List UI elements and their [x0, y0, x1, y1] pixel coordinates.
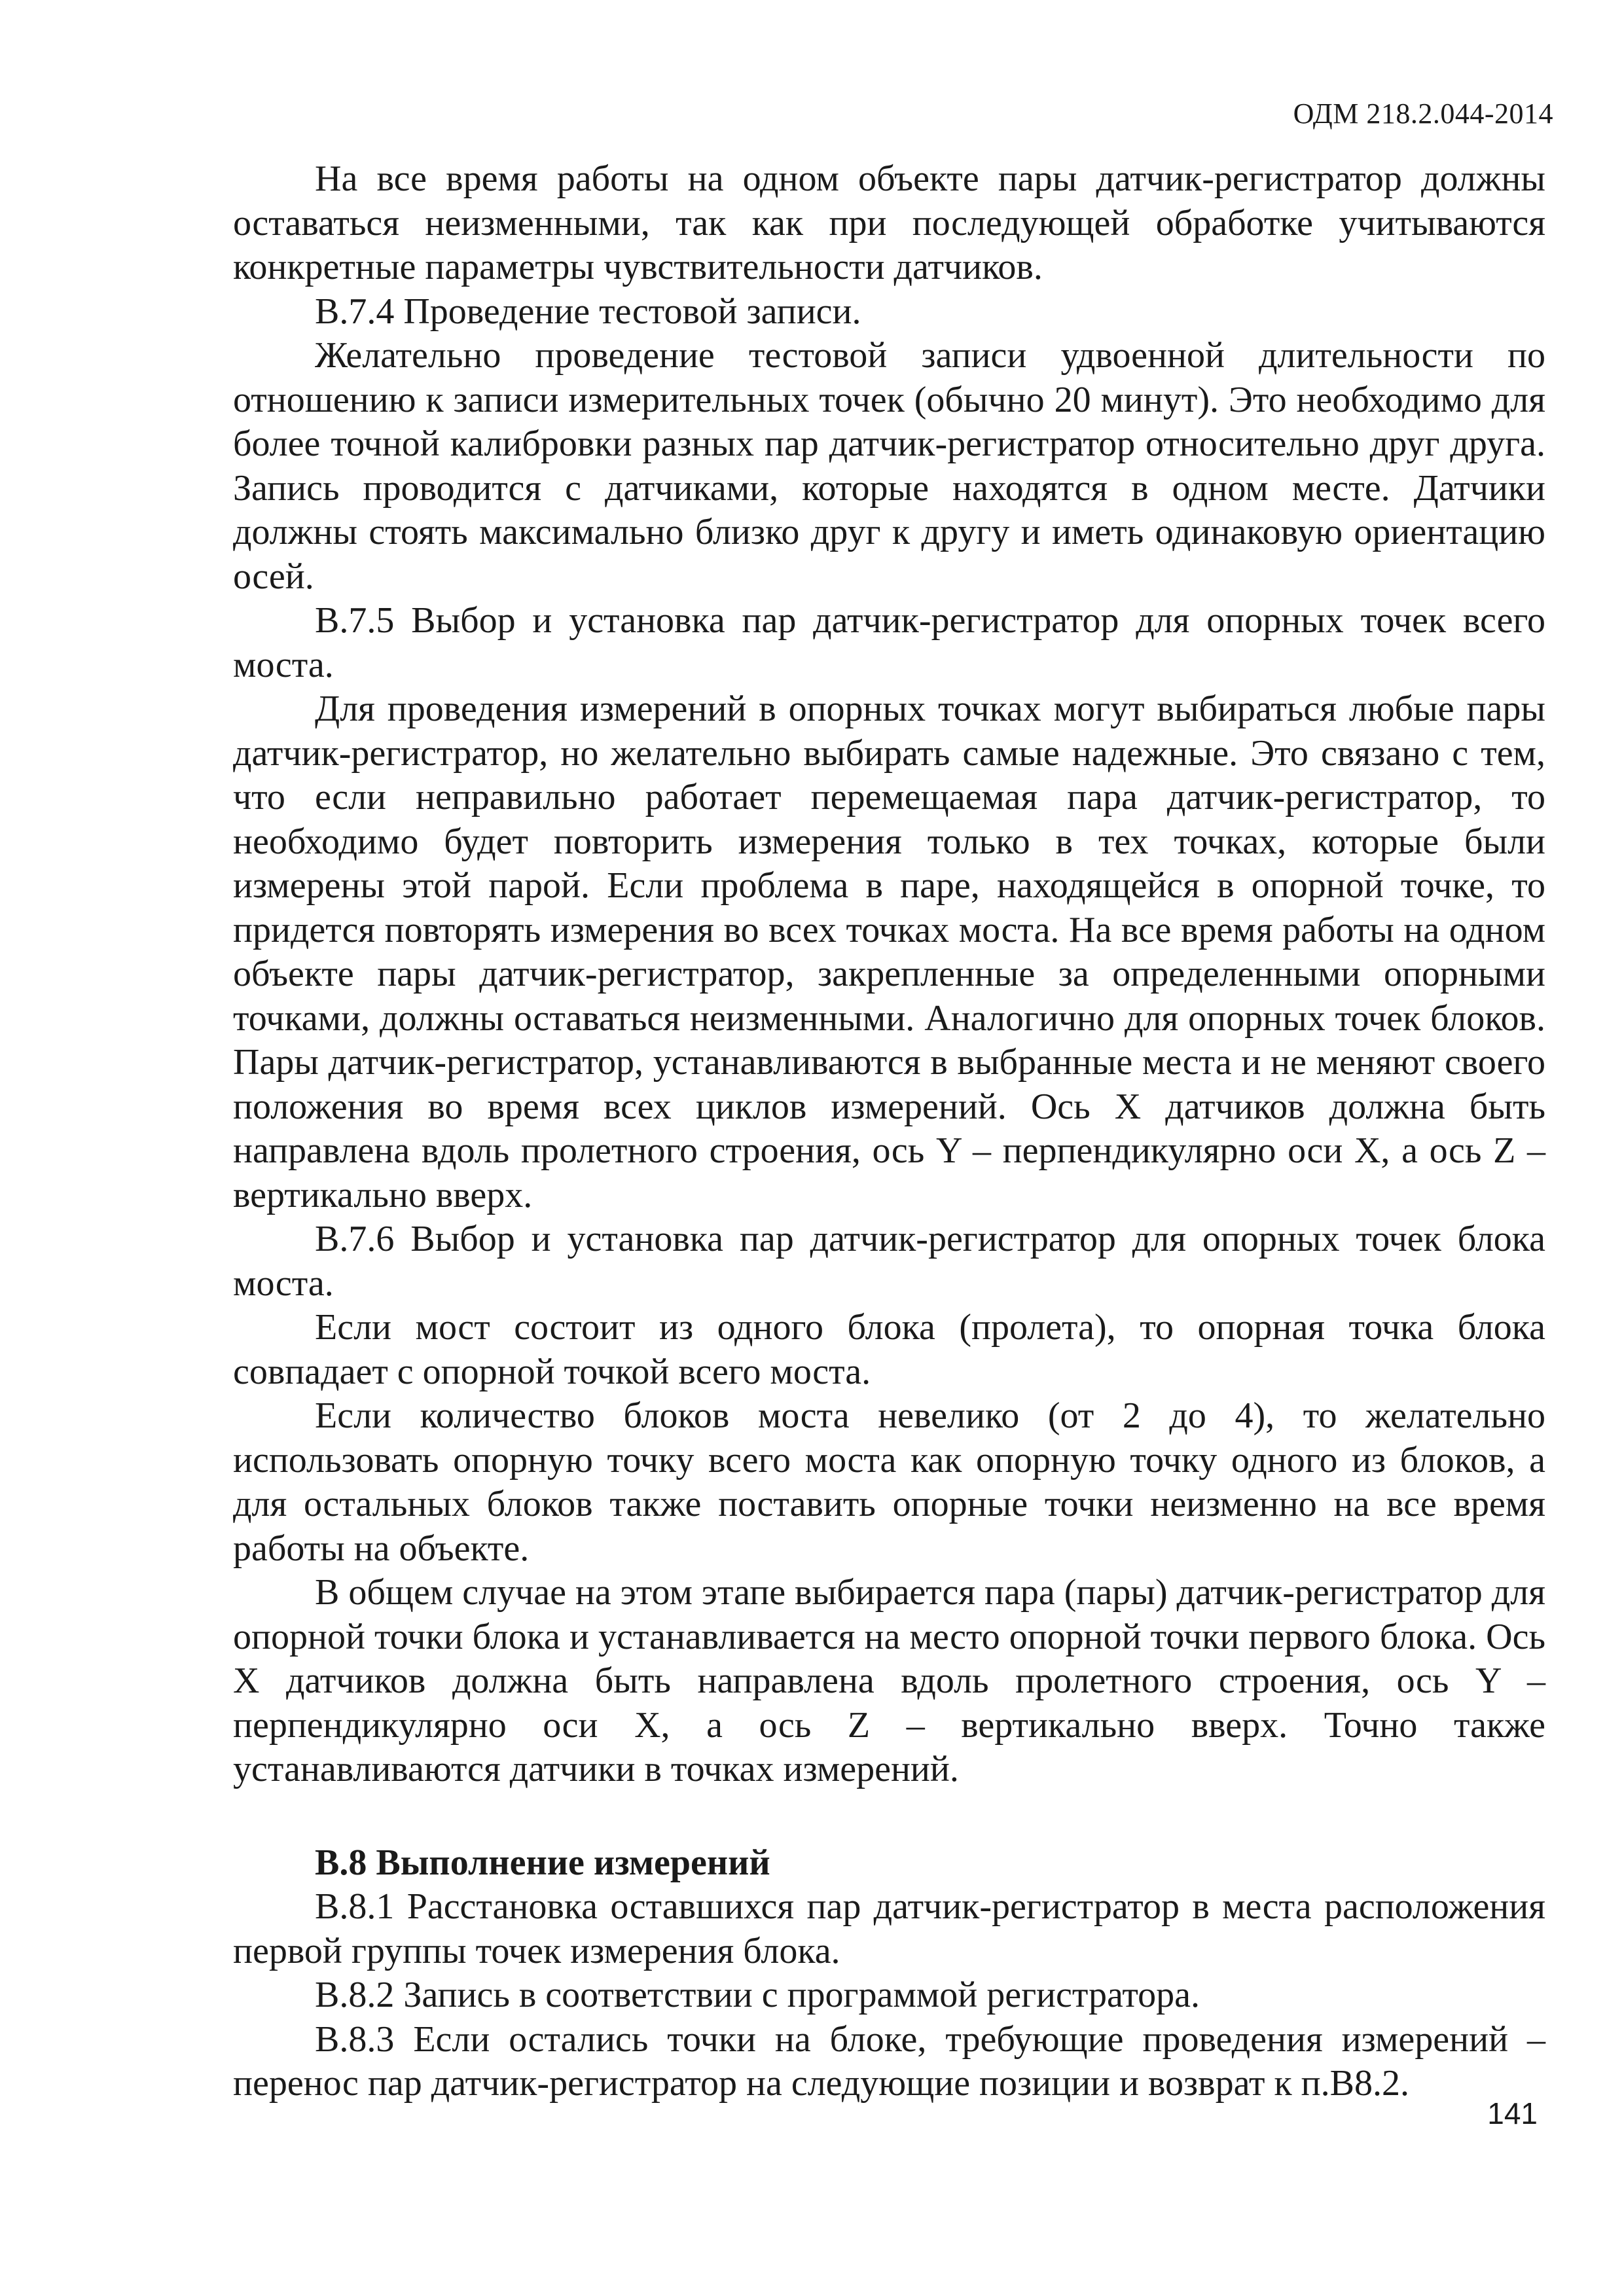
- paragraph: В.8.2 Запись в соответствии с программой регистратора.: [315, 1975, 1200, 2015]
- paragraph: На все время работы на одном объекте пары датчик-регистратор должны оставаться неизменными, так как при последующей обработке учитываются конкретные параметры чувствительности датчиков.: [233, 158, 1545, 287]
- clause-heading: В.7.5 Выбор и установка пар датчик-регистратор для опорных точек всего моста.: [233, 600, 1545, 685]
- paragraph: В общем случае на этом этапе выбирается пара (пары) датчик-регистратор для опорной точки блока и устанавливается на место опорной точки первого блока. Ось X датчиков должна быть направлена вдоль пролетного строения, ось Y – перпендикулярно оси X, а ось Z – вертикально вверх. Точно также устанавливаются датчики в точках измерений.: [233, 1572, 1545, 1789]
- clause-heading: В.7.6 Выбор и установка пар датчик-регистратор для опорных точек блока моста.: [233, 1219, 1545, 1304]
- paragraph: В.8.3 Если остались точки на блоке, требующие проведения измерений – перенос пар датчик-регистратор на следующие позиции и возврат к п.В8.2.: [233, 2018, 1545, 2104]
- clause-heading: В.7.4 Проведение тестовой записи.: [315, 291, 861, 332]
- paragraph: В.8.1 Расстановка оставшихся пар датчик-регистратор в места расположения первой группы точек измерения блока.: [233, 1886, 1545, 1971]
- page-number: 141: [1487, 2096, 1538, 2130]
- paragraph: Для проведения измерений в опорных точках могут выбираться любые пары датчик-регистратор, но желательно выбирать самые надежные. Это связано с тем, что если неправильно работает перемещаемая пара датчик-регистратор, то необходимо будет повторить измерения только в тех точках, которые были измерены этой парой. Если проблема в паре, находящейся в опорной точке, то придется повторять измерения во всех точках моста. На все время работы на одном объекте пары датчик-регистратор, закрепленные за определенными опорными точками, должны оставаться неизменными. Аналогично для опорных точек блоков. Пары датчик-регистратор, устанавливаются в выбранные места и не меняют своего положения во время всех циклов измерений. Ось X датчиков должна быть направлена вдоль пролетного строения, ось Y – перпендикулярно оси X, а ось Z – вертикально вверх.: [233, 689, 1545, 1215]
- paragraph: Если мост состоит из одного блока (пролета), то опорная точка блока совпадает с опорной точкой всего моста.: [233, 1307, 1545, 1392]
- paragraph: Желательно проведение тестовой записи удвоенной длительности по отношению к записи измерительных точек (обычно 20 минут). Это необходимо для более точной калибровки разных пар датчик-регистратор относительно друг друга. Запись проводится с датчиками, которые находятся в одном месте. Датчики должны стоять максимально близко друг к другу и иметь одинаковую ориентацию осей.: [233, 335, 1545, 597]
- document-code: ОДМ 218.2.044-2014: [1293, 98, 1553, 130]
- document-body: [233, 157, 1545, 2106]
- section-heading: В.8 Выполнение измерений: [315, 1842, 770, 1883]
- paragraph: Если количество блоков моста невелико (от 2 до 4), то желательно использовать опорную точку всего моста как опорную точку одного из блоков, а для остальных блоков также поставить опорные точки неизменно на все время работы на объекте.: [233, 1395, 1545, 1569]
